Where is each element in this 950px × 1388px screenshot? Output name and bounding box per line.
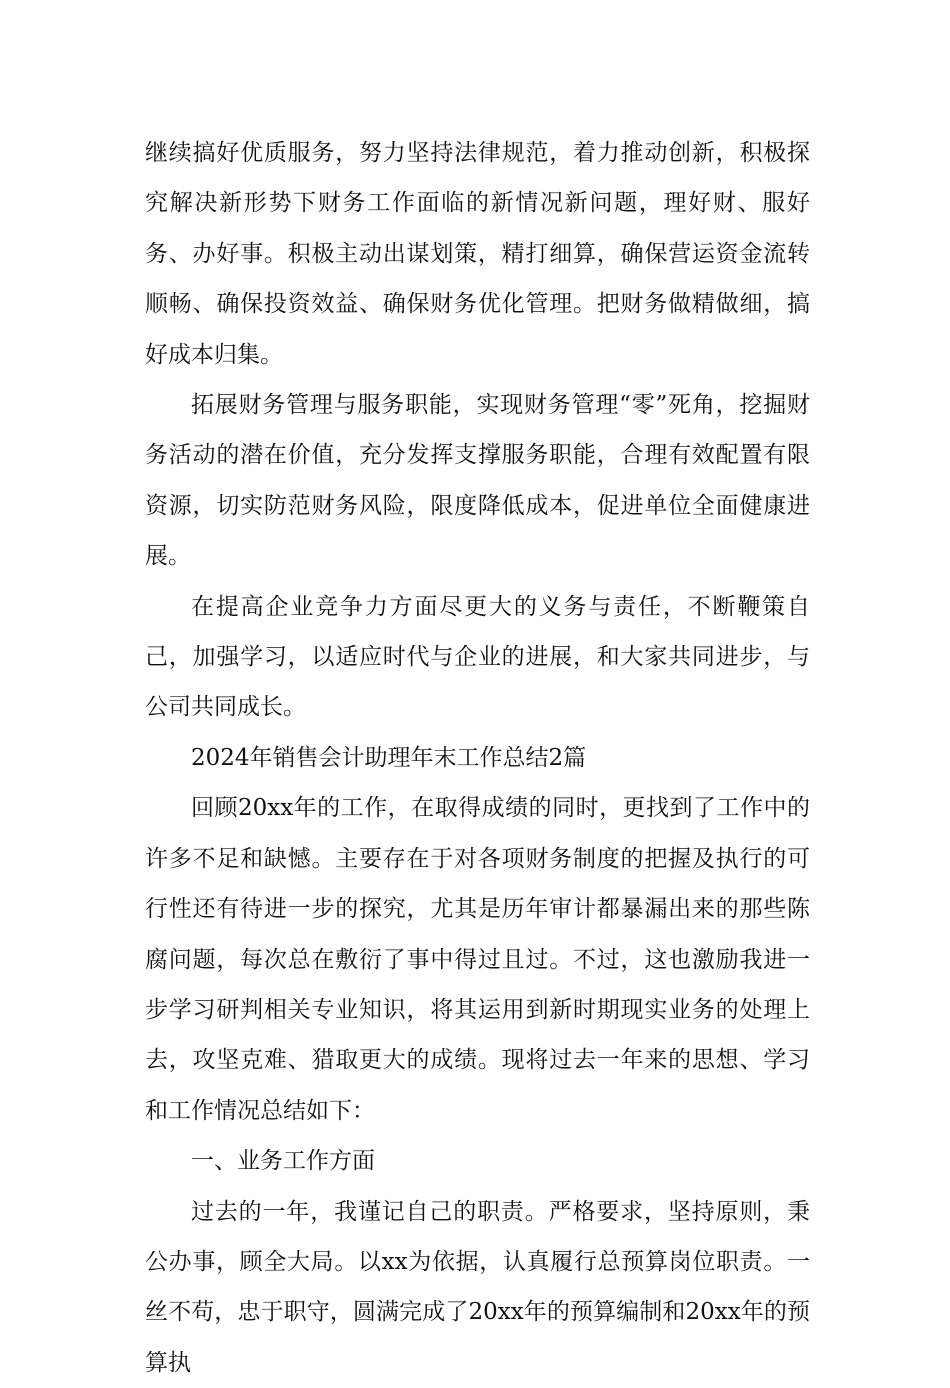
paragraph-review: 回顾20xx年的工作，在取得成绩的同时，更找到了工作中的许多不足和缺憾。主要存在于对各项财务制度的把握及执行的可行性还有待进一步的探究，尤其是历年审计都暴漏出来的那些陈腐问题，每次总在敷衍了事中得过且过。不过，这也激励我进一步学习研判相关专业知识，将其运用到新时期现实业务的处理上去，攻坚克难、猎取更大的成绩。现将过去一年来的思想、学习和工作情况总结如下：	[145, 795, 810, 1124]
paragraph-responsibility: 在提高企业竞争力方面尽更大的义务与责任，不断鞭策自己，加强学习，以适应时代与企业的进展，和大家共同进步，与公司共同成长。	[145, 593, 810, 721]
section-title: 2024年销售会计助理年末工作总结2篇	[191, 744, 587, 771]
document-body	[145, 128, 810, 1388]
paragraph-continuation: 继续搞好优质服务，努力坚持法律规范，着力推动创新，积极探究解决新形势下财务工作面临的新情况新问题，理好财、服好务、办好事。积极主动出谋划策，精打细算，确保营运资金流转顺畅、确保投资效益、确保财务优化管理。把财务做精做细，搞好成本归集。	[145, 140, 810, 368]
paragraph-past-year: 过去的一年，我谨记自己的职责。严格要求，坚持原则，秉公办事，顾全大局。以xx为依据，认真履行总预算岗位职责。一丝不苟，忠于职守，圆满完成了20xx年的预算编制和20xx年的预算执	[145, 1198, 810, 1376]
paragraph-financial-management: 拓展财务管理与服务职能，实现财务管理“零”死角，挖掘财务活动的潜在价值，充分发挥支撑服务职能，合理有效配置有限资源，切实防范财务风险，限度降低成本，促进单位全面健康进展。	[145, 392, 810, 570]
section-heading-business-work: 一、业务工作方面	[191, 1148, 375, 1175]
